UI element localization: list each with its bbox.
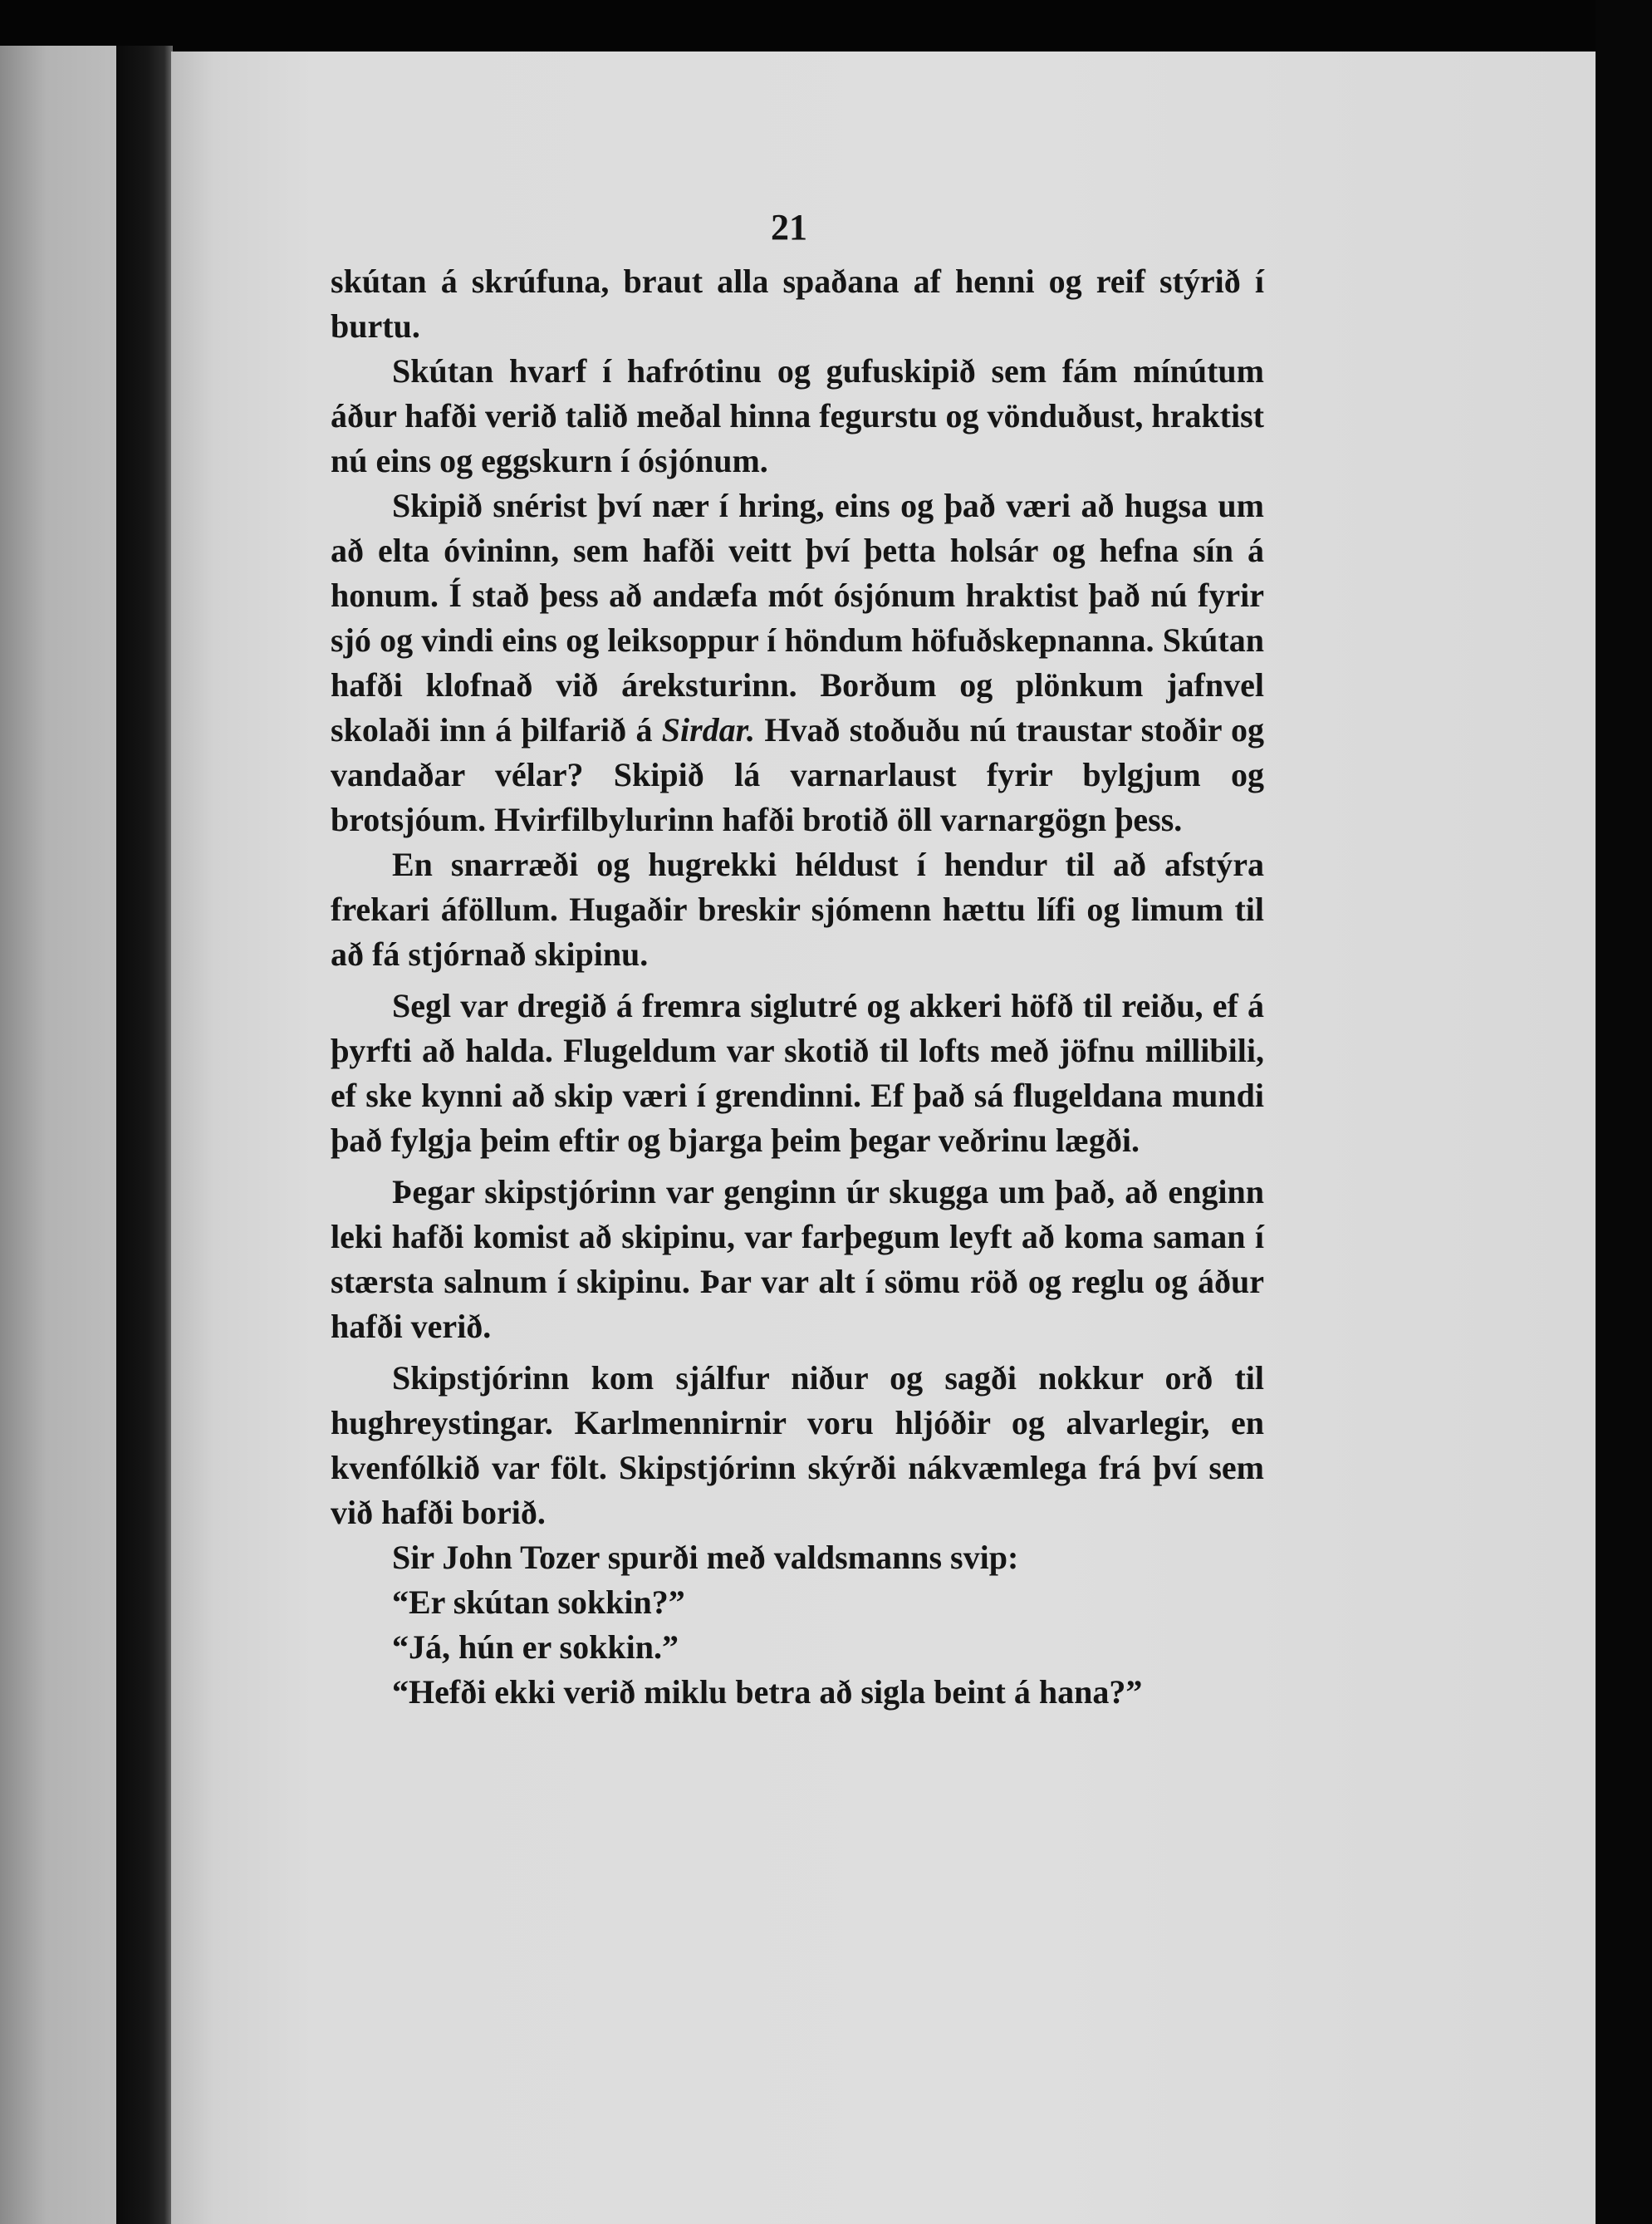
paragraph: En snarræði og hugrekki héldust í hendur til að afstýra frekari áföllum. Hugaðir breskir sjómenn hættu lífi og limum til að fá stjórnað skipinu. [331,846,1264,973]
paragraph-text: Skipið snérist því nær í hring, eins og það væri að hugsa um að elta óvininn, sem hafði veitt því þetta holsár og hefna sín á honum. Í stað þess að andæfa mót ósjónum hraktist það nú fyrir sjó og vindi eins og leiksoppur í höndum höfuðskepnanna. Skútan hafði klofnað við áreksturinn. Borðum og plönkum jafnvel skolaði inn á þilfarið á [331,487,1264,749]
dialogue-line: “Hefði ekki verið miklu betra að sigla beint á hana?” [392,1673,1143,1711]
scan-border [1596,0,1652,2224]
paragraph [331,484,1264,842]
paragraph: Segl var dregið á fremra siglutré og akkeri höfð til reiðu, ef á þyrfti að halda. Flugeldum var skotið til lofts með jöfnu millibili, ef ske kynni að skip væri í grendinni. Ef það sá flugeldana mundi það fylgja þeim eftir og bjarga þeim þegar veðrinu lægði. [331,987,1264,1159]
facing-page-edge [0,46,116,2224]
paragraph-text: Hvað stoðuðu nú traustar stoðir og vandaðar vélar? Skipið lá varnarlaust fyrir bylgjum og brotsjóum. Hvirfilbylurinn hafði brotið öll varnargögn þess. [331,711,1265,838]
dialogue-line: “Já, hún er sokkin.” [392,1628,679,1666]
dialogue-line: “Er skútan sokkin?” [392,1583,685,1621]
binding-gutter [116,46,173,2224]
paragraph: Þegar skipstjórinn var genginn úr skugga um það, að enginn leki hafði komist að skipinu, var farþegum leyft að koma saman í stærsta salnum í skipinu. Þar var alt í sömu röð og reglu og áður hafði verið. [331,1173,1264,1345]
body-text [331,259,1264,1715]
paragraph: skútan á skrúfuna, braut alla spaðana af henni og reif stýrið í burtu. [331,263,1264,345]
page-number: 21 [771,207,807,248]
paragraph: Skipstjórinn kom sjálfur niður og sagði nokkur orð til hughreystingar. Karlmennirnir voru hljóðir og alvarlegir, en kvenfólkið var fölt. Skipstjórinn skýrði nákvæmlega frá því sem við hafði borið. [331,1359,1264,1531]
paragraph: Sir John Tozer spurði með valdsmanns svip: [392,1539,1019,1576]
paragraph: Skútan hvarf í hafrótinu og gufuskipið sem fám mínútum áður hafði verið talið meðal hinna fegurstu og vönduðust, hraktist nú eins og eggskurn í ósjónum. [331,352,1264,479]
ship-name: Sirdar. [661,711,756,749]
